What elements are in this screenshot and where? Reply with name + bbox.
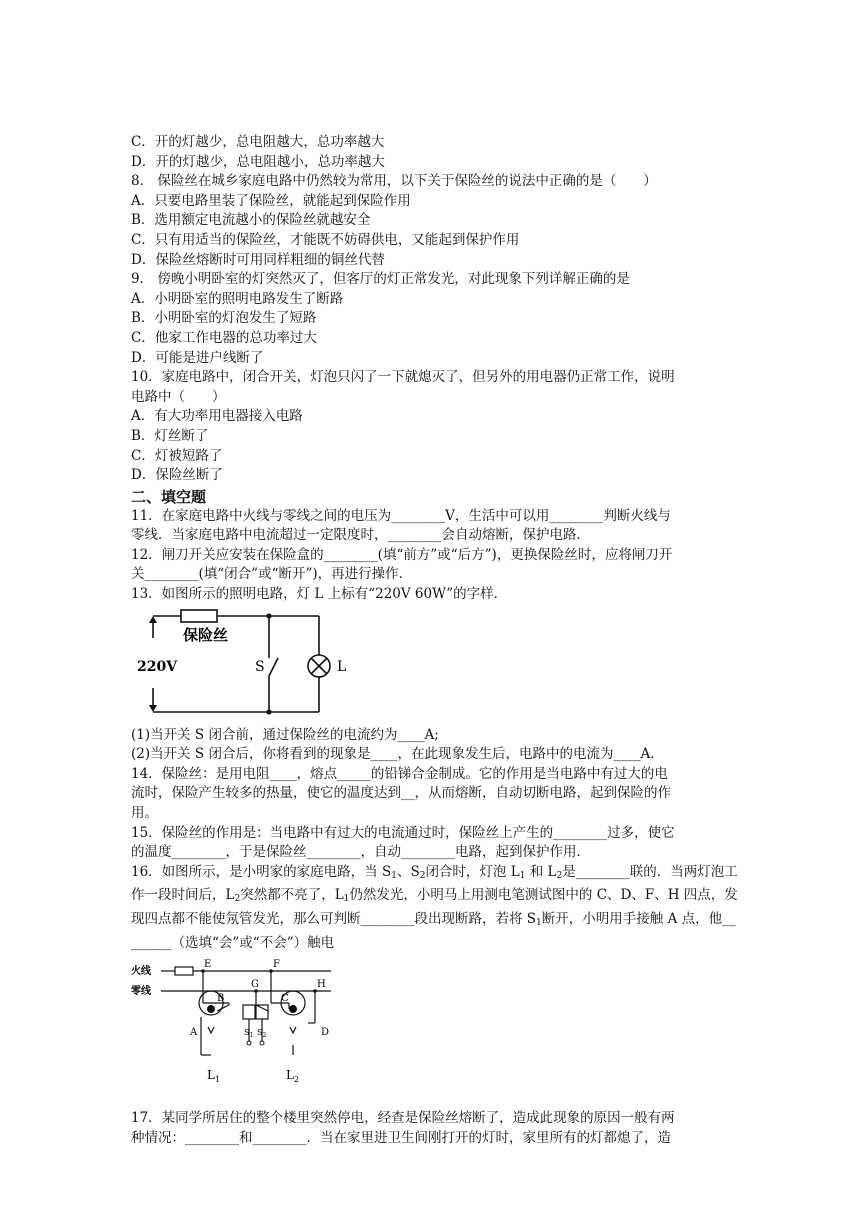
q10-stem-line1: 10．家庭电路中，闭合开关，灯泡只闪了一下就熄灭了，但另外的用电器仍正常工作，说明 [131,369,675,386]
lighting-circuit-figure [135,608,365,724]
q14-line2: 流时，保险产生较多的热量，使它的温度达到__，从而熔断，自动切断电路，起到保险的作 [131,785,671,802]
live-wire-label: 火线 [131,966,151,978]
q12-line1: 12．闸刀开关应安装在保险盒的________(填“前方”或“后方”)，更换保险丝时，应将闸刀开 [131,546,673,563]
q13-stem: 13．如图所示的照明电路，灯 L 上标有“220V 60W”的字样． [131,586,508,603]
q17-line2: 种情况：________和________．当在家里进卫生间刚打开的灯时，家里所有的灯都熄了，造 [131,1129,671,1146]
q9-stem: 9． 傍晚小明卧室的灯突然灭了，但客厅的灯正常发光，对此现象下列详解正确的是 [131,271,630,288]
q11-line1: 11．在家庭电路中火线与零线之间的电压为________V，生活中可以用________判断火线与 [131,507,671,524]
q8-option-a: A．只要电路里装了保险丝，就能起到保险作用 [131,192,411,209]
q13-part2: (2)当开关 S 闭合后，你将看到的现象是____，在此现象发生后，电路中的电流为____A． [131,746,664,763]
point-c-label: C [281,993,289,1005]
fuse-label: 保险丝 [183,625,229,644]
q11-line2: 零线．当家庭电路中电流超过一定限度时，________会自动熔断，保护电路． [131,527,590,544]
q10-option-b: B．灯丝断了 [131,427,209,444]
q9-option-b: B．小明卧室的灯泡发生了短路 [131,310,317,327]
switch-blade [269,658,278,676]
q15-line2: 的温度________，于是保险丝________，自动________电路，起到保护作用． [131,844,590,861]
point-b-label: B [217,993,225,1005]
section-heading: 二、填空题 [131,487,207,506]
q12-line2: 关________(填“闭合”或“断开”)，再进行操作． [131,566,413,583]
q10-stem-line2: 电路中（ ） [131,388,226,405]
q7-option-c: C．开的灯越少，总电阻越大，总功率越大 [131,134,385,150]
q8-option-d: D．保险丝熔断时可用同样粗细的铜丝代替 [131,251,385,268]
q7-option-d: D．开的灯越少，总电阻越小，总功率越大 [131,153,385,170]
lamp-l2-label: $L_2$ [286,1068,300,1085]
q10-option-a: A．有大功率用电器接入电路 [131,408,303,425]
voltage-label: 220V [137,658,178,675]
q15-line1: 15．保险丝的作用是：当电路中有过大的电流通过时，保险丝上产生的________过多，使它 [131,824,675,841]
q8-option-b: B．选用额定电流越小的保险丝就越安全 [131,212,371,229]
switch-s1-label: $S_1$ [244,1028,254,1040]
switch-s1-symbol [243,1005,255,1019]
home-circuit-figure [131,957,343,1089]
neutral-wire-label: 零线 [131,986,151,998]
lamp-l1-label: $L_1$ [207,1068,221,1085]
q16-stem: 16．如图所示，是小明家的家庭电路，当 $S_1$、$S_2$闭合时，灯泡 $L_1$ 和 $L_2$是________联的．当两灯泡工作一段时间后，$L_2$突然都不亮了，$L_1$仍然发光，小明马上用测电笔测试图中的 C、D、F、H 四点，发现四点都不能使氖管发光，那么可判断________段出现断路，若将 $S_1$断开，小明用手接触 A 点，他________（选填“会”或“不会”）触电 [131,863,738,951]
fuse-symbol [181,610,217,622]
q9-option-d: D．可能是进户线断了 [131,349,264,366]
point-e-label: E [204,959,212,971]
lamp-label: L [337,658,347,675]
q8-stem: 8． 保险丝在城乡家庭电路中仍然较为常用，以下关于保险丝的说法中正确的是（ ） [131,173,657,190]
q13-part1: (1)当开关 S 闭合前，通过保险丝的电流约为____A; [131,726,439,743]
point-a-label: A [190,1027,198,1039]
q10-option-c: C．灯被短路了 [131,447,223,464]
q17-line1: 17．某同学所居住的整个楼里突然停电，经查是保险丝熔断了，造成此现象的原因一般有两 [131,1110,675,1127]
switch-s2-label: $S_2$ [257,1028,267,1040]
q9-option-a: A．小明卧室的照明电路发生了断路 [131,290,344,307]
q14-line1: 14．保险丝：是用电阻____，熔点_____的铅锑合金制成。它的作用是当电路中有过大的电 [131,765,668,782]
point-h-label: H [317,979,326,991]
point-g-label: G [251,979,259,991]
q10-option-d: D．保险丝断了 [131,467,223,484]
q14-line3: 用。 [131,805,158,822]
switch-label: S [255,658,265,675]
switch-s2-symbol [256,1005,268,1019]
q8-option-c: C．只有用适当的保险丝，才能既不妨碍供电，又能起到保护作用 [131,231,520,248]
fuse-symbol-2 [175,967,193,975]
point-d-label: D [321,1027,330,1039]
q9-option-c: C．他家工作电器的总功率过大 [131,329,317,346]
exam-page [131,133,741,1148]
point-f-label: F [273,959,280,971]
